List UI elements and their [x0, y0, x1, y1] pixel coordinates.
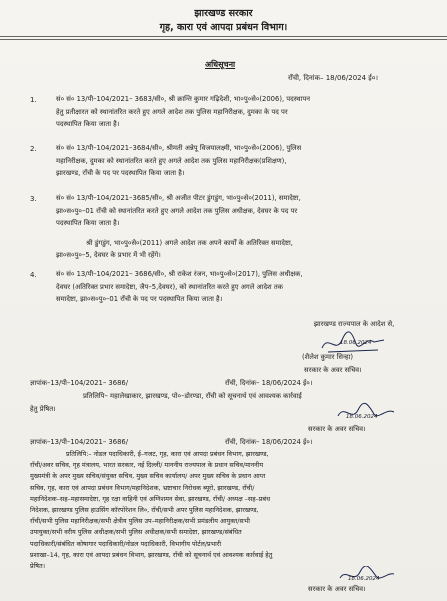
memo-line: प्रतिलिपि:– नोडल पदाधिकारी, ई–गजट, गृह, कारा एवं आपदा प्रबंधन विभाग, झारखण्ड, [66, 450, 269, 458]
signature-2-date: 18.06.2024 [346, 414, 378, 420]
memo-line: निदेशक, झारखण्ड पुलिस हाउसिंग कॉरपोरेशन लि०, राँची/सभी अपर पुलिस महानिदेशक, झारखण्ड, [30, 506, 259, 515]
memo-line: प्रेषित। [30, 562, 46, 571]
item-line: महानिरीक्षक, दुमका को स्थानांतरित करते हुए अगले आदेश तक पुलिस महानिरीक्षक(प्रशिक्षण), [56, 156, 287, 165]
notification-title: अधिसूचना [205, 60, 236, 69]
item-number: 3. [30, 195, 37, 203]
memo-2-designation: सरकार के अवर सचिव। [308, 585, 366, 593]
memo-line: सचिव, गृह, कारा एवं आपदा प्रबंधन विभाग/महानिदेशक, भ्रष्टाचार निरोधक ब्यूरो, झारखण्ड, राँची/ [30, 483, 255, 492]
signatory-designation: सरकार के अवर सचिव। [304, 366, 362, 374]
item-line: पदस्थापित किया जाता है। [56, 219, 120, 227]
memo-line: प्रशाखा–14, गृह, कारा एवं आपदा प्रबंधन विभाग, झारखण्ड, राँची को सूचनार्थ एवं आवश्यक कार्रवाई हेतु [30, 550, 273, 559]
memo-2-body [30, 449, 425, 572]
memo-line: राँची/अवर सचिव, गृह मंत्रालय, भारत सरकार, नई दिल्ली/ माननीय राज्यपाल के प्रधान सचिव/माननीय [30, 461, 264, 470]
header-rule-2 [0, 39, 447, 40]
signatory-name: (शैलेश कुमार सिन्हा) [302, 353, 354, 361]
notification-item-3 [56, 192, 421, 230]
memo-1-body: प्रतिलिपि– महालेखाकार, झारखण्ड, पो०–डोरण्डा, राँची को सूचनार्थ एवं आवश्यक कार्रवाई [83, 392, 302, 400]
item-line: झा०स०पु०–5, देवघर के प्रभार में भी रहेंगे। [56, 251, 161, 259]
government-name: झारखण्ड सरकार [194, 8, 253, 19]
memo-1-ref: ज्ञापांक–13/पी–104/2021– 3686/ [30, 379, 129, 387]
memo-line: उपायुक्त/सभी वरीय पुलिस अधीक्षक/सभी पुलिस अधीक्षक/सभी समादेष्टा, झारखण्ड/संबंधित [30, 528, 242, 537]
item-line: समादेष्टा, झा०स०पु०–01 राँची के पद पर पदस्थापित किया जाता है। [56, 295, 223, 303]
item-line: झा०स०पु०–01 राँची को स्थानांतरित करते हुए अगले आदेश तक पुलिस अधीक्षक, देवघर के पद पर [56, 206, 298, 215]
memo-line: मुख्यमंत्री के अपर मुख्य सचिव/संयुक्त सचिव, मुख्य सचिव कार्यालय/ अपर मुख्य सचिव के प्रधान आप्त [30, 472, 266, 481]
memo-1-date: राँची, दिनांक– 18/06/2024 ई०। [225, 379, 313, 387]
memo-2-date: राँची, दिनांक– 18/06/2024 ई०। [225, 438, 313, 446]
notification-date: राँची, दिनांक– 18/06/2024 ई०। [288, 74, 379, 82]
item-3-additional-charge-cont [56, 249, 421, 262]
item-line: सं० सं० 13/पी–104/2021–3684/सी०, श्रीमती अन्नेपू विजयालक्ष्मी, भा०पु०से०(2006), पुलिस [56, 144, 302, 152]
item-line: हेतु प्रतीक्षारत को स्थानांतरित करते हुए अगले आदेश तक पुलिस महानिरीक्षक, दुमका के पद पर [56, 107, 288, 116]
item-line: सं० सं० 13/पी–104/2021– 3683/सी०, श्री क्रान्ति कुमार गढ़िदेशी, भा०पु०से०(2006), पदस्थापन [56, 95, 311, 103]
header-rule-1 [0, 36, 447, 37]
item-line: देवघर (अतिरिक्त प्रभार समादेष्टा, जैप–5,देवघर), को स्थानांतरित करते हुए अगले आदेश तक [56, 282, 283, 291]
order-line: झारखण्ड राज्यपाल के आदेश से, [313, 320, 395, 328]
memo-1-designation: सरकार के अवर सचिव। [308, 425, 366, 433]
notification-item-2 [56, 142, 421, 180]
memo-line: राँची/सभी पुलिस महानिरीक्षक/सभी क्षेत्रीय पुलिस उप–महानिरीक्षक/सभी प्रमंडलीय आयुक्त/सभी [30, 517, 250, 526]
notification-item-1 [56, 93, 421, 131]
signature-1-date: 18.06.2024 [340, 340, 372, 346]
memo-line: महानिदेशक–सह–महासमादेष्टा, गृह रक्षा वाहिनी एवं अग्निशमन सेवा, झारखण्ड, राँची/ अध्यक्ष –सह–प्रबंध [30, 494, 270, 503]
memo-line: पदाधिकारी/संबंधित कोषागार पदाधिकारी/नोडल पदाधिकारी, विभागीय पोर्टल/प्रभारी [30, 539, 222, 548]
item-line: श्री डुंगडुंग, भा०पु०से०(2011) अगले आदेश तक अपने कार्यों के अतिरिक्त समादेष्टा, [86, 239, 293, 247]
memo-2-ref: ज्ञापांक–13/पी–104/2021– 3686/ [30, 438, 129, 446]
item-number: 1. [30, 96, 37, 104]
item-number: 4. [30, 271, 37, 279]
item-line: झारखण्ड, राँची के पद पर पदस्थापित किया जाता है। [56, 169, 185, 177]
item-3-additional-charge [86, 237, 421, 250]
item-number: 2. [30, 145, 37, 153]
notification-item-4 [56, 268, 421, 306]
item-line: सं० सं० 13/पी–104/2021– 3686/सी०, श्री राकेश रंजन, भा०पु०से०(2017), पुलिस अधीक्षक, [56, 270, 303, 278]
item-line: सं० सं० 13/पी–104/2021–3685/सी०, श्री अजीत पीटर डुंगडुंग, भा०पु०से०(2011), समादेष्टा, [56, 194, 301, 202]
item-line: पदस्थापित किया जाता है। [56, 120, 120, 128]
memo-1-body-cont: हेतु प्रेषित। [30, 405, 56, 413]
department-name: गृह, कारा एवं आपदा प्रबंधन विभाग। [159, 22, 288, 33]
signature-3-date: 18.06.2024 [348, 576, 380, 582]
